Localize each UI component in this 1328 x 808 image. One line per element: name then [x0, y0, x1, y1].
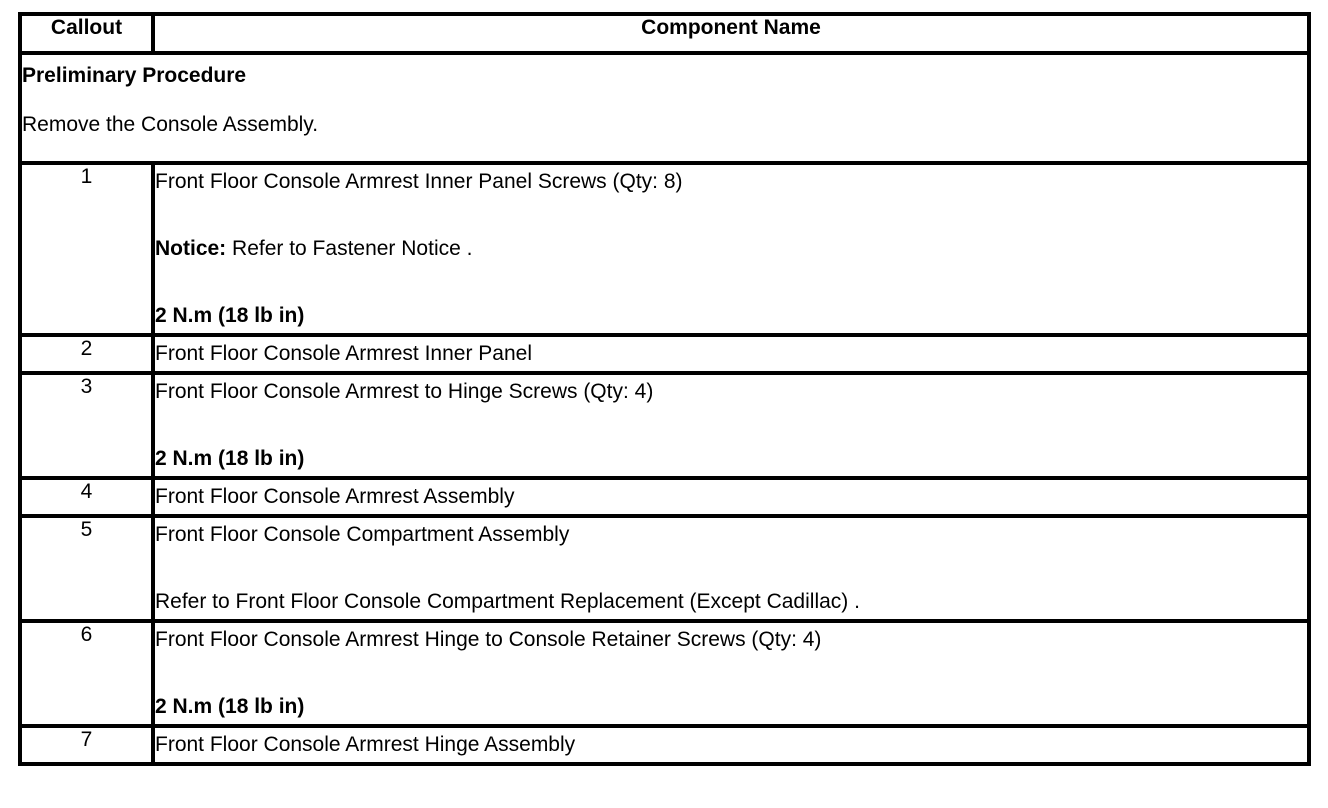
callout-cell: 4 — [20, 478, 153, 516]
component-cell — [153, 478, 1309, 516]
callout-cell: 6 — [20, 621, 153, 726]
component-name: Front Floor Console Compartment Assembly — [155, 523, 570, 546]
torque-spec: 2 N.m (18 lb in) — [155, 447, 305, 470]
table-row — [20, 516, 1309, 621]
reference-text: Refer to Front Floor Console Compartment Replacement (Except Cadillac) . — [155, 590, 860, 613]
procedure-table — [18, 12, 1311, 766]
table-row — [20, 335, 1309, 373]
callout-cell: 3 — [20, 373, 153, 478]
table-row — [20, 163, 1309, 335]
component-cell — [153, 335, 1309, 373]
callout-cell: 5 — [20, 516, 153, 621]
table-row — [20, 478, 1309, 516]
table-row — [20, 373, 1309, 478]
callout-cell: 7 — [20, 726, 153, 764]
component-cell — [153, 163, 1309, 335]
preliminary-cell — [20, 53, 1309, 163]
preliminary-text: Remove the Console Assembly. — [22, 113, 319, 136]
callout-cell: 2 — [20, 335, 153, 373]
table-row — [20, 726, 1309, 764]
callout-header: Callout — [20, 14, 153, 53]
torque-spec: 2 N.m (18 lb in) — [155, 695, 305, 718]
component-name: Front Floor Console Armrest Inner Panel — [155, 342, 532, 365]
component-name-header: Component Name — [153, 14, 1309, 53]
component-name: Front Floor Console Armrest Inner Panel Screws (Qty: 8) — [155, 170, 683, 193]
component-name: Front Floor Console Armrest Hinge to Console Retainer Screws (Qty: 4) — [155, 628, 822, 651]
preliminary-title: Preliminary Procedure — [22, 64, 247, 87]
spacer — [155, 409, 1307, 442]
component-name: Front Floor Console Armrest Hinge Assembly — [155, 733, 576, 756]
header-row — [20, 14, 1309, 53]
notice-label: Notice: — [155, 237, 227, 260]
spacer — [155, 266, 1307, 299]
torque-spec: 2 N.m (18 lb in) — [155, 304, 305, 327]
spacer — [155, 199, 1307, 232]
component-cell — [153, 621, 1309, 726]
spacer — [155, 657, 1307, 690]
table-row — [20, 621, 1309, 726]
component-name: Front Floor Console Armrest to Hinge Screws (Qty: 4) — [155, 380, 654, 403]
component-cell — [153, 726, 1309, 764]
component-name: Front Floor Console Armrest Assembly — [155, 485, 515, 508]
callout-cell: 1 — [20, 163, 153, 335]
notice-text: Refer to Fastener Notice . — [226, 237, 473, 260]
component-cell — [153, 516, 1309, 621]
notice-line — [155, 232, 1307, 266]
spacer — [155, 552, 1307, 585]
component-cell — [153, 373, 1309, 478]
preliminary-row — [20, 53, 1309, 163]
